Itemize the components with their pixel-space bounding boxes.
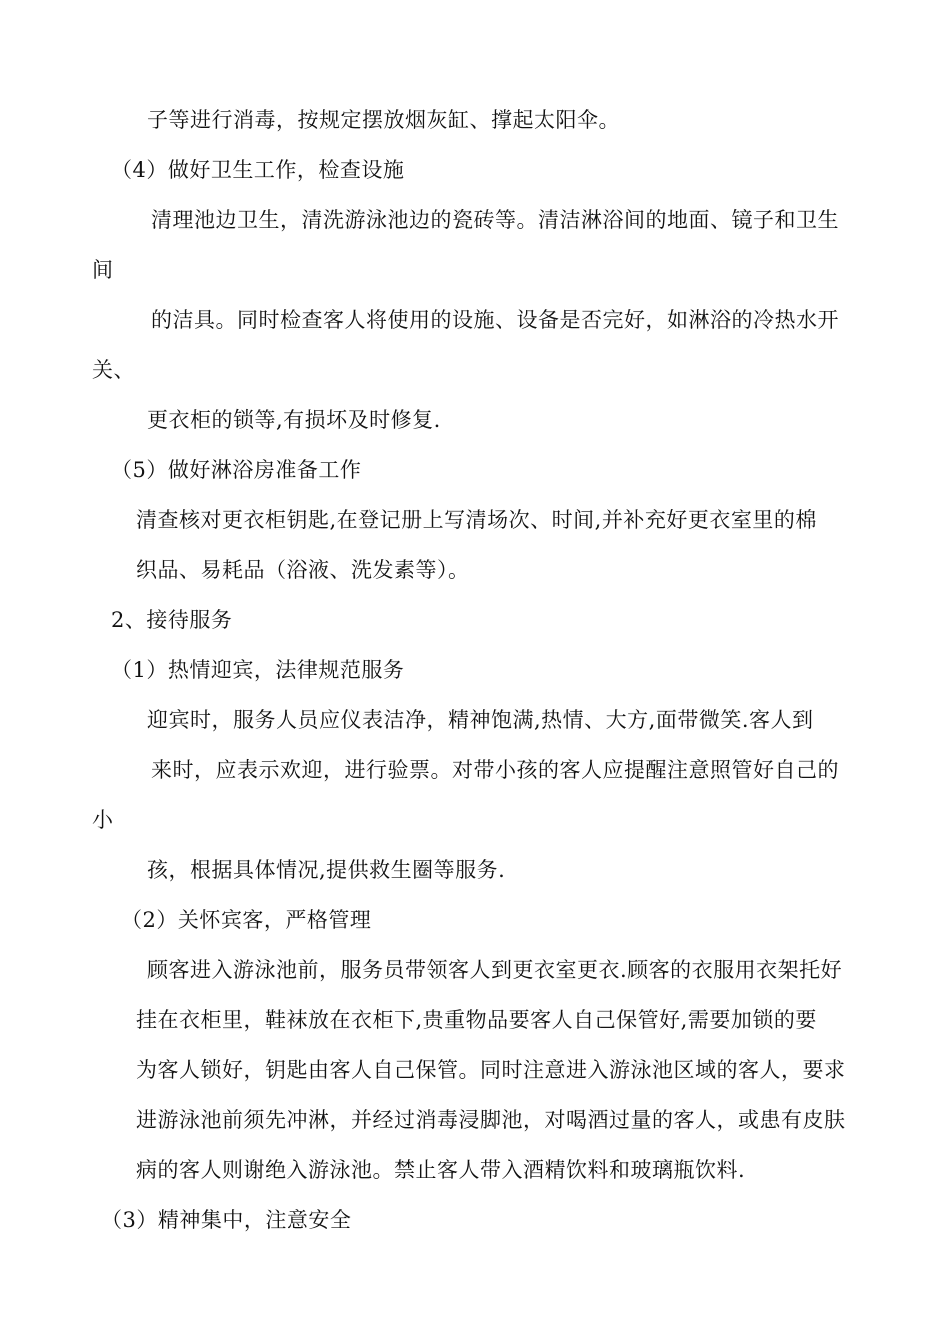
text-line: 来时，应表示欢迎，进行验票。对带小孩的客人应提醒注意照管好自己的 bbox=[151, 758, 839, 782]
section-heading: 2、接待服务 bbox=[111, 608, 233, 632]
text-line: 挂在衣柜里，鞋袜放在衣柜下,贵重物品要客人自己保管好,需要加锁的要 bbox=[136, 1008, 817, 1032]
text-line: 更衣柜的锁等,有损坏及时修复. bbox=[147, 408, 441, 432]
section-heading: （5）做好淋浴房准备工作 bbox=[111, 458, 362, 482]
section-heading: （1）热情迎宾，法律规范服务 bbox=[111, 658, 405, 682]
text-line: 顾客进入游泳池前，服务员带领客人到更衣室更衣.顾客的衣服用衣架托好 bbox=[147, 958, 843, 982]
text-line: 孩，根据具体情况,提供救生圈等服务. bbox=[147, 858, 506, 882]
text-line: 小 bbox=[92, 808, 114, 832]
text-line: 清理池边卫生，清洗游泳池边的瓷砖等。清洁淋浴间的地面、镜子和卫生 bbox=[151, 208, 839, 232]
section-heading: （2）关怀宾客，严格管理 bbox=[121, 908, 372, 932]
text-line: 为客人锁好，钥匙由客人自己保管。同时注意进入游泳池区域的客人，要求 bbox=[136, 1058, 846, 1082]
text-line: 迎宾时，服务人员应仪表洁净，精神饱满,热情、大方,面带微笑.客人到 bbox=[147, 708, 814, 732]
text-line: 病的客人则谢绝入游泳池。禁止客人带入酒精饮料和玻璃瓶饮料. bbox=[136, 1158, 746, 1182]
text-line: 关、 bbox=[92, 358, 135, 382]
section-heading: （4）做好卫生工作，检查设施 bbox=[111, 158, 405, 182]
text-line: 织品、易耗品（浴液、洗发素等）。 bbox=[136, 558, 470, 582]
section-heading: （3）精神集中，注意安全 bbox=[101, 1208, 352, 1232]
text-line: 子等进行消毒，按规定摆放烟灰缸、撑起太阳伞。 bbox=[147, 108, 620, 132]
text-line: 的洁具。同时检查客人将使用的设施、设备是否完好，如淋浴的冷热水开 bbox=[151, 308, 839, 332]
text-line: 清查核对更衣柜钥匙,在登记册上写清场次、时间,并补充好更衣室里的棉 bbox=[136, 508, 817, 532]
text-line: 间 bbox=[92, 258, 114, 282]
text-line: 进游泳池前须先冲淋，并经过消毒浸脚池，对喝酒过量的客人，或患有皮肤 bbox=[136, 1108, 846, 1132]
